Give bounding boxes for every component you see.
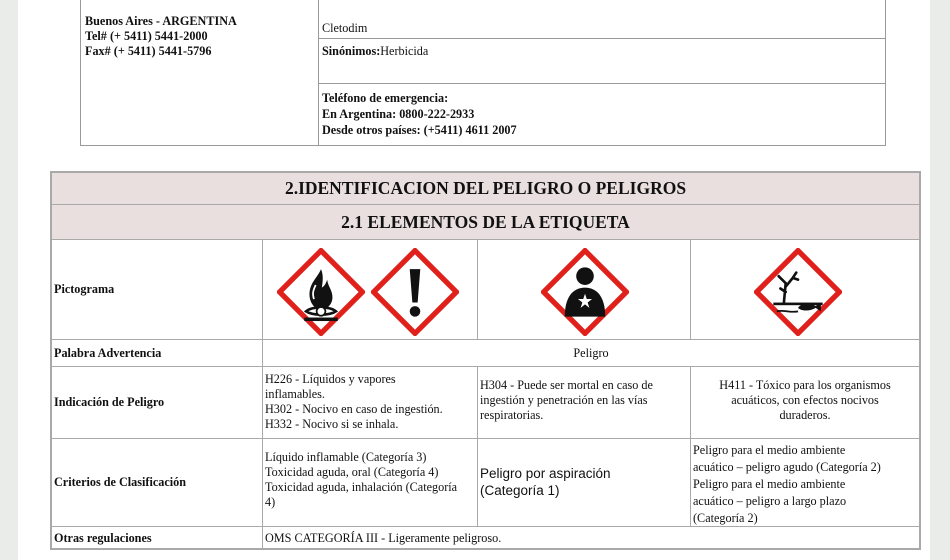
hazard-statement-col2: [478, 367, 691, 438]
company-info-table: [80, 0, 886, 146]
product-synonyms: [319, 39, 885, 84]
text-line: acuático – peligro agudo (Categoría 2): [693, 460, 881, 474]
company-line: Buenos Aires - ARGENTINA: [85, 14, 237, 28]
text-line: ingestión y penetración en las vías: [480, 393, 648, 407]
text-line: (Categoría 2): [693, 511, 758, 525]
company-address: [81, 0, 319, 145]
exclamation-mark-icon: [371, 248, 459, 336]
text-line: H304 - Puede ser mortal en caso de: [480, 378, 653, 392]
signal-word-label: Palabra Advertencia: [52, 340, 263, 366]
text-line: (Categoría 1): [480, 483, 560, 498]
text-line: Peligro para el medio ambiente: [693, 443, 846, 457]
pictogram-row: [52, 240, 919, 340]
emergency-line: En Argentina: 0800-222-2933: [322, 107, 475, 121]
text-line: Toxicidad aguda, inhalación (Categoría: [265, 480, 458, 494]
classification-row: [52, 439, 919, 527]
pictogram-label: Pictograma: [52, 240, 263, 339]
hazard-statement-col3: [691, 367, 919, 438]
classification-col2: [478, 439, 691, 526]
section-title: 2.IDENTIFICACION DEL PELIGRO O PELIGROS: [52, 173, 919, 205]
classification-col3: [691, 439, 919, 526]
text-line: Peligro para el medio ambiente: [693, 477, 846, 491]
other-regulations-value: OMS CATEGORÍA III - Ligeramente peligroso.: [265, 531, 502, 545]
section-subtitle: 2.1 ELEMENTOS DE LA ETIQUETA: [52, 205, 919, 240]
other-regulations-row: [52, 527, 919, 550]
text-line: acuáticos, con efectos nocivos: [731, 393, 879, 407]
company-line: Tel# (+ 5411) 5441-2000: [85, 29, 208, 43]
synonyms-label: Sinónimos:: [322, 44, 381, 58]
emergency-phone: [319, 84, 885, 145]
signal-word-row: [52, 340, 919, 367]
product-name: Cletodim: [319, 0, 885, 39]
emergency-line: Desde otros países: (+5411) 4611 2007: [322, 123, 517, 137]
text-line: Toxicidad aguda, oral (Categoría 4): [265, 465, 439, 479]
hazard-statement-col1: [263, 367, 478, 438]
document-page: [18, 0, 930, 560]
synonyms-value: Herbicida: [380, 44, 429, 58]
pictogram-cell-2: [478, 240, 691, 339]
hazard-statement-row: [52, 367, 919, 439]
other-regulations-label: Otras regulaciones: [52, 527, 263, 550]
text-line: Peligro por aspiración: [480, 466, 611, 481]
text-line: H332 - Nocivo si se inhala.: [265, 417, 399, 431]
hazard-statement-label: Indicación de Peligro: [52, 367, 263, 438]
health-hazard-icon: [541, 248, 629, 336]
company-line: Fax# (+ 5411) 5441-5796: [85, 44, 212, 58]
text-line: H302 - Nocivo en caso de ingestión.: [265, 402, 443, 416]
classification-label: Criterios de Clasificación: [52, 439, 263, 526]
text-line: Líquido inflamable (Categoría 3): [265, 450, 427, 464]
text-line: 4): [265, 495, 276, 509]
classification-col1: [263, 439, 478, 526]
text-line: inflamables.: [265, 387, 325, 401]
text-line: H226 - Líquidos y vapores: [265, 372, 396, 386]
product-info: [319, 0, 885, 145]
text-line: respiratorias.: [480, 408, 544, 422]
pictogram-cell-3: [691, 240, 919, 339]
pictogram-cell-1: [263, 240, 478, 339]
text-line: duraderos.: [779, 408, 831, 422]
signal-word-value: Peligro: [573, 345, 609, 360]
text-line: H411 - Tóxico para los organismos: [719, 378, 891, 392]
emergency-line: Teléfono de emergencia:: [322, 91, 449, 105]
environment-icon: [754, 248, 842, 336]
hazard-identification-table: [50, 171, 921, 550]
flame-icon: [277, 248, 365, 336]
text-line: acuático – peligro a largo plazo: [693, 494, 847, 508]
